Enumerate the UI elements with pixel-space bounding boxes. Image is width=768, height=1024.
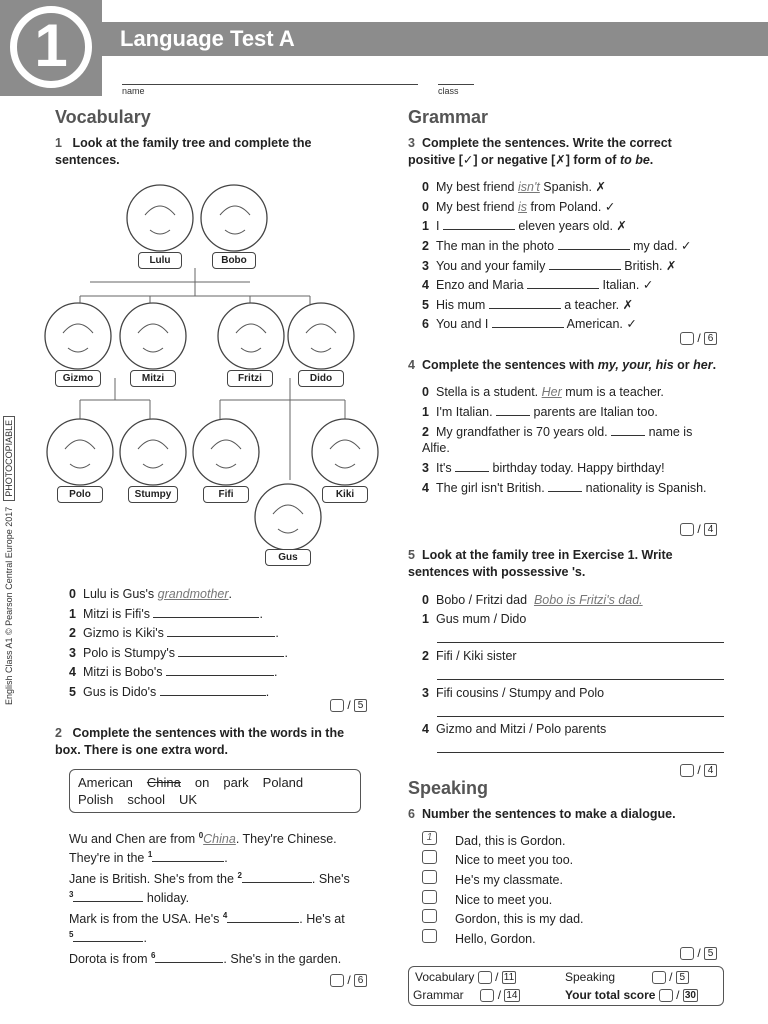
item-end: .: [259, 607, 263, 621]
word: school: [127, 792, 165, 807]
text: My best friend: [436, 200, 518, 214]
check-icon: ✓: [642, 278, 654, 292]
summary-grammar: [413, 988, 520, 1002]
gap-number: 6: [150, 951, 156, 960]
score-box[interactable]: [680, 523, 694, 536]
answer-blank[interactable]: [160, 685, 266, 696]
score-total: 5: [704, 947, 717, 960]
tree-name-fifi: Fifi: [203, 486, 249, 503]
score-box[interactable]: [652, 971, 666, 984]
score-slash: /: [669, 970, 673, 984]
ex5-item: [422, 721, 606, 737]
text: My best friend: [436, 180, 518, 194]
answer-blank[interactable]: [242, 872, 312, 883]
text: Wu and Chen are from: [69, 832, 199, 847]
ex4-item: [422, 480, 712, 496]
item-end: .: [284, 646, 288, 660]
word: park: [223, 775, 249, 790]
ex2-number: 2: [55, 726, 62, 740]
answer-blank[interactable]: [527, 278, 599, 289]
ex3-item: [422, 316, 637, 332]
order-box[interactable]: 1: [422, 831, 437, 845]
text: British.: [620, 259, 663, 273]
score-box[interactable]: [478, 971, 492, 984]
text: Fifi cousins / Stumpy and Polo: [436, 686, 605, 700]
word-used: China: [146, 775, 181, 790]
text: I'm Italian.: [436, 405, 497, 419]
unit-badge: [0, 0, 102, 96]
answer-blank[interactable]: [166, 665, 274, 676]
text: His mum: [436, 298, 489, 312]
item-number: 2: [422, 649, 429, 663]
ex3-item: [422, 238, 692, 254]
tree-name-stumpy: Stumpy: [128, 486, 178, 503]
text: eleven years old.: [514, 219, 613, 233]
score-total: 5: [676, 971, 689, 984]
word-row: [78, 774, 352, 791]
gap-number: 2: [237, 871, 242, 880]
gap-number: 1: [147, 850, 153, 859]
ex4-instruction: [408, 357, 738, 374]
text: . They're Chinese.: [235, 832, 337, 847]
summary-label: Vocabulary: [415, 970, 475, 984]
ex4-item: [422, 384, 664, 400]
item-number: 0: [422, 180, 429, 194]
copyright-sidebar: [4, 416, 14, 705]
speaking-title: Speaking: [408, 778, 489, 798]
ex2-score: [330, 973, 367, 987]
tree-name-lulu: Lulu: [138, 252, 182, 269]
ex5-item: [422, 592, 643, 608]
ex4-item: [422, 424, 722, 456]
item-number: 6: [422, 317, 429, 331]
example-answer: is: [517, 200, 528, 214]
cross-icon: ✗: [616, 219, 627, 233]
ex1-item: [69, 664, 277, 680]
answer-blank[interactable]: [153, 607, 259, 618]
score-slash: /: [495, 970, 499, 984]
ex5-item: [422, 648, 517, 664]
answer-blank[interactable]: [155, 952, 223, 963]
item-number: 0: [69, 587, 76, 601]
dialogue-line: Hello, Gordon.: [455, 932, 536, 946]
answer-blank[interactable]: [73, 891, 143, 902]
word: Poland: [262, 775, 304, 790]
summary-label: Grammar: [413, 988, 464, 1002]
ex1-instruction-text: Look at the family tree and complete the sentences.: [55, 136, 312, 167]
score-slash: /: [676, 988, 680, 1002]
gap-number: 3: [69, 890, 74, 899]
ex1-item: [69, 645, 288, 661]
instruction-text: .: [649, 153, 654, 167]
tree-name-gus: Gus: [265, 549, 311, 566]
text: They're in the: [69, 851, 148, 866]
answer-blank[interactable]: [152, 851, 224, 862]
family-tree: [40, 180, 385, 575]
answer-blank[interactable]: [611, 425, 645, 436]
item-number: 1: [422, 405, 429, 419]
summary-label: Your total score: [565, 988, 656, 1002]
item-number: 2: [422, 425, 429, 439]
title-bar: [102, 22, 768, 56]
summary-total: [565, 988, 698, 1002]
score-box[interactable]: [680, 947, 694, 960]
instruction-text: or: [673, 358, 694, 372]
score-total: 4: [704, 523, 717, 536]
summary-label: Speaking: [565, 970, 616, 984]
item-text: Gizmo is Kiki's: [83, 626, 168, 640]
item-number: 5: [69, 685, 76, 699]
gap-number: 0: [198, 831, 204, 840]
photocopiable-tag: PHOTOCOPIABLE: [3, 416, 15, 501]
ex3-item: [422, 179, 606, 195]
answer-blank[interactable]: [548, 481, 582, 492]
text: Bobo / Fritzi dad: [436, 593, 528, 607]
item-text: Mitzi is Bobo's: [83, 665, 166, 679]
ex2-line: [69, 908, 345, 927]
ex4-number: 4: [408, 358, 415, 372]
tree-name-gizmo: Gizmo: [55, 370, 101, 387]
ex2-instruction: [55, 725, 365, 759]
text: You and I: [436, 317, 492, 331]
example-answer: China: [203, 832, 236, 847]
score-slash: /: [697, 331, 701, 345]
instruction-emphasis: her: [693, 358, 713, 372]
ex2-line: [69, 887, 189, 906]
instruction-emphasis: to be: [619, 153, 650, 167]
item-end: .: [265, 685, 270, 699]
ex3-item: [422, 297, 633, 313]
gap-number: 4: [222, 911, 228, 920]
answer-blank[interactable]: [227, 912, 299, 923]
example-answer: Her: [541, 385, 562, 399]
check-icon: ✓: [604, 200, 616, 214]
text: a teacher.: [560, 298, 620, 312]
tree-name-dido: Dido: [298, 370, 344, 387]
check-icon: ✓: [681, 239, 692, 253]
item-number: 3: [69, 646, 76, 660]
score-box[interactable]: [330, 699, 344, 712]
score-total: 4: [704, 764, 717, 777]
score-total: 6: [704, 332, 717, 345]
ex3-item: [422, 199, 615, 215]
text: nationality is Spanish.: [582, 481, 707, 495]
instruction-text: Look at the family tree in Exercise 1. Write sentences with possessive 's.: [408, 548, 673, 579]
text: The girl isn't British.: [436, 481, 549, 495]
answer-line[interactable]: [437, 752, 724, 753]
item-number: 2: [69, 626, 76, 640]
ex3-instruction: [408, 135, 718, 169]
answer-line[interactable]: [437, 716, 724, 717]
text: . He's at: [299, 912, 345, 927]
order-box[interactable]: [422, 890, 437, 904]
ex3-item: [422, 218, 627, 234]
example-answer: grandmother: [157, 587, 229, 601]
score-slash: /: [697, 946, 701, 960]
score-box[interactable]: [330, 974, 344, 987]
unit-number: 1: [10, 6, 92, 88]
ex1-item: [69, 606, 263, 622]
cross-icon: ✗: [595, 180, 606, 194]
text: Gus mum / Dido: [436, 612, 527, 626]
text: Stella is a student.: [436, 385, 542, 399]
text: name is Alfie.: [422, 425, 693, 455]
class-field[interactable]: [438, 84, 474, 85]
score-summary: [408, 966, 724, 1006]
answer-blank[interactable]: [443, 219, 515, 230]
item-number: 4: [422, 722, 429, 736]
text: You and your family: [436, 259, 549, 273]
text: from Poland.: [527, 200, 602, 214]
instruction-text: Number the sentences to make a dialogue.: [422, 807, 676, 821]
answer-blank[interactable]: [489, 298, 561, 309]
ex5-number: 5: [408, 548, 415, 562]
tree-name-polo: Polo: [57, 486, 103, 503]
score-slash: /: [497, 988, 502, 1002]
order-box[interactable]: [422, 929, 437, 943]
tree-name-kiki: Kiki: [322, 486, 368, 503]
ex1-number: 1: [55, 136, 62, 150]
class-label: class: [438, 86, 459, 96]
item-number: 1: [422, 219, 429, 233]
ex5-item: [422, 685, 604, 701]
item-number: 4: [69, 665, 76, 679]
instruction-emphasis: my, your, his: [597, 358, 674, 372]
vocabulary-title: Vocabulary: [55, 107, 151, 127]
answer-blank[interactable]: [455, 461, 489, 472]
ex2-line: They're in the $^1$ .: [69, 850, 228, 866]
text: Mark is from the USA. He's: [69, 912, 223, 927]
text: holiday.: [143, 891, 190, 906]
item-number: 0: [422, 385, 429, 399]
tree-name-mitzi: Mitzi: [130, 370, 176, 387]
ex1-instruction: [55, 135, 355, 169]
ex3-item: [422, 277, 653, 293]
dialogue-line: Dad, this is Gordon.: [455, 834, 566, 848]
text: It's: [436, 461, 456, 475]
answer-blank[interactable]: [558, 239, 630, 250]
text: Spanish.: [539, 180, 592, 194]
item-number: 2: [422, 239, 429, 253]
score-total: 6: [354, 974, 367, 987]
item-number: 3: [422, 686, 429, 700]
name-field[interactable]: [122, 84, 418, 85]
item-end: .: [273, 665, 278, 679]
ex6-instruction: [408, 806, 718, 823]
score-slash: /: [697, 763, 701, 777]
score-box[interactable]: [480, 989, 494, 1002]
text: Italian.: [599, 278, 640, 292]
gap-number: 5: [69, 930, 74, 939]
ex3-score: [680, 331, 717, 345]
text: Enzo and Maria: [436, 278, 528, 292]
instruction-text: .: [712, 358, 717, 372]
tree-name-bobo: Bobo: [212, 252, 256, 269]
ex4-item: [422, 460, 665, 476]
text: parents are Italian too.: [530, 405, 658, 419]
item-number: 3: [422, 461, 429, 475]
summary-speaking: [565, 970, 689, 984]
item-number: 0: [422, 200, 429, 214]
ex1-item: [69, 586, 232, 602]
text: my dad.: [629, 239, 678, 253]
score-total: 5: [354, 699, 367, 712]
dialogue-line: He's my classmate.: [455, 873, 563, 887]
summary-vocabulary: [415, 970, 516, 984]
ex2-line: [69, 868, 350, 887]
answer-blank[interactable]: [549, 259, 621, 270]
item-text: Gus is Dido's: [83, 685, 160, 699]
score-box[interactable]: [659, 989, 673, 1002]
ex5-score: [680, 763, 717, 777]
text: birthday today. Happy birthday!: [489, 461, 665, 475]
ex5-item: [422, 611, 526, 627]
score-total: 30: [684, 990, 696, 1002]
answer-line[interactable]: [437, 679, 724, 680]
score-box[interactable]: [680, 764, 694, 777]
ex3-number: 3: [408, 136, 415, 150]
example-answer: isn't: [517, 180, 540, 194]
ex6-score: [680, 946, 717, 960]
word-box: [69, 769, 361, 813]
item-number: 0: [422, 593, 429, 607]
item-number: 1: [69, 607, 76, 621]
item-end: .: [228, 587, 232, 601]
ex6-number: 6: [408, 807, 415, 821]
instruction-text: Complete the sentences with: [422, 358, 598, 372]
dialogue-line: Nice to meet you too.: [455, 853, 574, 867]
score-total: 11: [503, 972, 515, 984]
score-total: 14: [506, 990, 518, 1002]
cross-icon: ✗: [622, 298, 634, 312]
dialogue-line: Nice to meet you.: [455, 893, 553, 907]
score-box[interactable]: [680, 332, 694, 345]
answer-blank[interactable]: [178, 646, 284, 657]
answer-blank[interactable]: [492, 317, 564, 328]
text: Gizmo and Mitzi / Polo parents: [436, 722, 607, 736]
item-number: 3: [422, 259, 429, 273]
ex2-line: $^5$ .: [69, 930, 147, 946]
item-end: .: [275, 626, 279, 640]
word: Polish: [78, 792, 114, 807]
answer-blank[interactable]: [496, 405, 530, 416]
cross-icon: ✗: [665, 259, 677, 273]
text: My grandfather is 70 years old.: [436, 425, 612, 439]
ex4-score: [680, 522, 717, 536]
item-text: Lulu is Gus's: [83, 587, 158, 601]
text: I: [436, 219, 443, 233]
ex1-item: [69, 684, 269, 700]
grammar-title: Grammar: [408, 107, 489, 127]
item-text: Mitzi is Fifi's: [83, 607, 154, 621]
order-box[interactable]: [422, 909, 437, 923]
text: American.: [563, 317, 623, 331]
check-icon: ✓: [626, 317, 637, 331]
word: American: [78, 775, 133, 790]
name-label: name: [122, 86, 145, 96]
text: The man in the photo: [436, 239, 558, 253]
tree-name-fritzi: Fritzi: [227, 370, 273, 387]
text: Dorota is from: [69, 952, 151, 967]
copyright-text: English Class A1 © Pearson Central Europe 2017: [4, 506, 14, 705]
order-box[interactable]: [422, 870, 437, 884]
answer-line[interactable]: [437, 642, 724, 643]
example-answer: Bobo is Fritzi's dad.: [533, 593, 643, 607]
page-title: Language Test A: [120, 26, 295, 51]
item-number: 4: [422, 278, 429, 292]
ex5-instruction: [408, 547, 718, 581]
answer-blank[interactable]: [167, 626, 275, 637]
dialogue-line: Gordon, this is my dad.: [455, 912, 584, 926]
ex1-score: [330, 698, 367, 712]
text: . She's: [311, 872, 350, 887]
text: mum is a teacher.: [561, 385, 664, 399]
order-box[interactable]: [422, 850, 437, 864]
answer-blank[interactable]: [73, 931, 143, 942]
ex3-item: [422, 258, 676, 274]
score-slash: /: [697, 522, 701, 536]
text: Fifi / Kiki sister: [436, 649, 517, 663]
ex2-line: [69, 828, 337, 847]
item-number: 4: [422, 481, 429, 495]
ex4-item: [422, 404, 658, 420]
item-number: 1: [422, 612, 429, 626]
instruction-text: Complete the sentences. Write the correct positive [✓] or negative [✗] form of: [408, 136, 672, 167]
item-number: 5: [422, 298, 429, 312]
word: on: [194, 775, 210, 790]
score-slash: /: [347, 973, 351, 987]
ex2-line: [69, 948, 341, 967]
word-row: [78, 791, 352, 808]
text: Jane is British. She's from the: [69, 872, 238, 887]
text: . She's in the garden.: [223, 952, 342, 967]
ex1-item: [69, 625, 279, 641]
word: UK: [179, 792, 198, 807]
item-text: Polo is Stumpy's: [83, 646, 179, 660]
ex2-instruction-text: Complete the sentences with the words in the box. There is one extra word.: [55, 726, 345, 757]
score-slash: /: [347, 698, 351, 712]
